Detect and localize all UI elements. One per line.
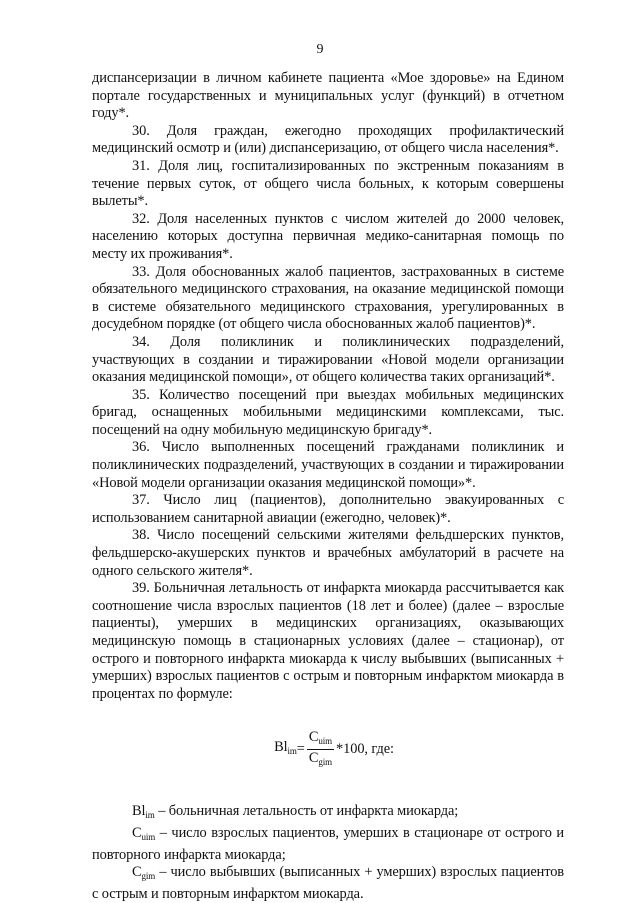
formula bbox=[92, 729, 564, 769]
formula-tail: *100, где: bbox=[336, 740, 394, 757]
formula-lhs: $Bl_{im}$ bbox=[274, 738, 297, 756]
page-number: 9 bbox=[316, 42, 324, 57]
definition-item: $Bl_{im}$ – больничная летальность от инфаркта миокарда; bbox=[132, 803, 459, 821]
definition-item: $C_{uim}$ – число взрослых пациентов, умерших в стационаре от острого и повторного инфаркта миокарда; bbox=[92, 824, 564, 863]
paragraph: 36. Число выполненных посещений гражданами поликлиник и поликлинических подразделений, участвующих в создании и тиражировании «Новой модели организации оказания медицинской помощи»*. bbox=[92, 439, 564, 491]
definitions bbox=[92, 803, 564, 903]
paragraph: 35. Количество посещений при выездах мобильных медицинских бригад, оснащенных мобильными медицинскими комплексами, тыс. посещений на одну мобильную медицинскую бригаду*. bbox=[92, 386, 564, 438]
paragraph: 33. Доля обоснованных жалоб пациентов, застрахованных в системе обязательного медицинского страхования, на оказание медицинской помощи в системе обязательного медицинского страхования, урегулированных в досудебном порядке (от общего числа обоснованных жалоб пациентов)*. bbox=[92, 263, 564, 333]
paragraph: диспансеризации в личном кабинете пациента «Мое здоровье» на Едином портале государственных и муниципальных услуг (функций) в отчетном году*. bbox=[92, 70, 564, 122]
document-body bbox=[92, 70, 564, 903]
formula-equals: = bbox=[296, 740, 305, 757]
paragraph: 37. Число лиц (пациентов), дополнительно эвакуированных с использованием санитарной авиации (ежегодно, человек)*. bbox=[92, 492, 564, 526]
formula-denominator: $C_{gim}$ bbox=[308, 749, 333, 767]
paragraph: 34. Доля поликлиник и поликлинических подразделений, участвующих в создании и тиражировании «Новой модели организации оказания медицинской помощи», от общего количества таких организаций*. bbox=[92, 333, 564, 386]
definition-item: $C_{gim}$ – число выбывших (выписанных + умерших) взрослых пациентов с острым и повторным инфарктом миокарда. bbox=[92, 864, 564, 902]
paragraph: 32. Доля населенных пунктов с числом жителей до 2000 человек, населению которых доступна первичная медико-санитарная помощь по месту их проживания*. bbox=[92, 210, 564, 262]
formula-numerator: $C_{uim}$ bbox=[307, 729, 334, 750]
paragraph: 30. Доля граждан, ежегодно проходящих профилактический медицинский осмотр и (или) диспансеризацию, от общего числа населения*. bbox=[92, 122, 564, 157]
paragraph: 31. Доля лиц, госпитализированных по экстренным показаниям в течение первых суток, от общего числа больных, к которым совершены вылеты*. bbox=[92, 157, 564, 210]
paragraph: 39. Больничная летальность от инфаркта миокарда рассчитывается как соотношение числа взрослых пациентов (18 лет и более) (далее – взрослые пациенты), умерших в медицинских организациях, оказывающих медицинскую помощь в стационарных условиях (далее – стационар), от острого и повторного инфаркта миокарда к числу выбывших (выписанных + умерших) взрослых пациентов с острым и повторным инфарктом миокарда в процентах по формуле: bbox=[92, 580, 564, 702]
paragraph: 38. Число посещений сельскими жителями фельдшерских пунктов, фельдшерско-акушерских пунктов и врачебных амбулаторий в расчете на одного сельского жителя*. bbox=[92, 527, 564, 579]
formula-fraction bbox=[307, 729, 334, 770]
